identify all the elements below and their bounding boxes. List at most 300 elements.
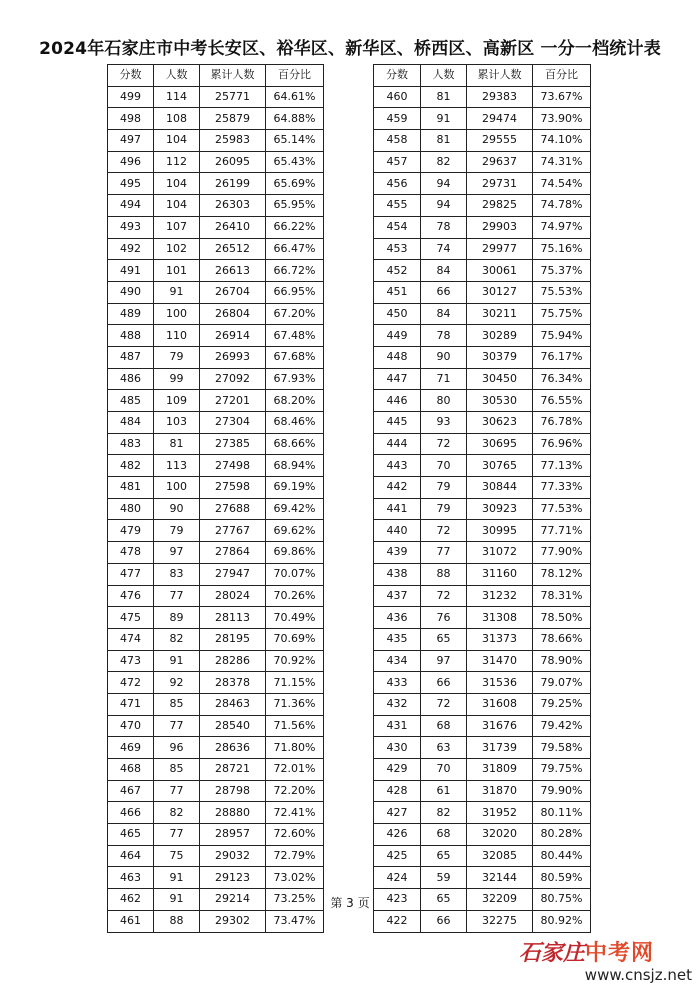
cell-count: 114 (154, 86, 200, 108)
cell-count: 77 (154, 780, 200, 802)
table-row (374, 780, 591, 802)
cell-percent: 78.31% (533, 585, 591, 607)
cell-percent: 76.55% (533, 390, 591, 412)
cell-count: 76 (421, 607, 467, 629)
cell-score: 466 (108, 802, 154, 824)
cell-percent: 66.22% (266, 216, 324, 238)
cell-score: 476 (108, 585, 154, 607)
cell-cumulative: 32275 (467, 910, 533, 932)
table-row (374, 542, 591, 564)
cell-percent: 70.07% (266, 563, 324, 585)
column-header-score: 分数 (374, 65, 421, 87)
left-table-body (108, 86, 324, 932)
cell-percent: 65.14% (266, 130, 324, 152)
cell-percent: 67.20% (266, 303, 324, 325)
cell-count: 72 (421, 585, 467, 607)
cell-score: 463 (108, 867, 154, 889)
cell-score: 448 (374, 346, 421, 368)
table-row (108, 563, 324, 585)
cell-count: 68 (421, 824, 467, 846)
cell-percent: 65.95% (266, 195, 324, 217)
cell-count: 109 (154, 390, 200, 412)
cell-cumulative: 26410 (200, 216, 266, 238)
table-row (108, 86, 324, 108)
table-row (108, 151, 324, 173)
cell-score: 452 (374, 260, 421, 282)
cell-count: 66 (421, 672, 467, 694)
table-row (374, 802, 591, 824)
cell-percent: 74.54% (533, 173, 591, 195)
cell-cumulative: 28721 (200, 759, 266, 781)
cell-score: 479 (108, 520, 154, 542)
cell-count: 108 (154, 108, 200, 130)
cell-cumulative: 28113 (200, 607, 266, 629)
cell-score: 424 (374, 867, 421, 889)
cell-score: 484 (108, 412, 154, 434)
table-row (374, 433, 591, 455)
table-row (374, 563, 591, 585)
cell-cumulative: 29555 (467, 130, 533, 152)
table-header-row (108, 65, 324, 87)
cell-count: 74 (421, 238, 467, 260)
cell-count: 88 (421, 563, 467, 585)
cell-count: 113 (154, 455, 200, 477)
cell-score: 489 (108, 303, 154, 325)
watermark (518, 936, 692, 988)
table-row (108, 303, 324, 325)
cell-score: 491 (108, 260, 154, 282)
cell-cumulative: 29123 (200, 867, 266, 889)
table-row (374, 520, 591, 542)
cell-count: 82 (421, 802, 467, 824)
cell-score: 480 (108, 498, 154, 520)
cell-cumulative: 26804 (200, 303, 266, 325)
cell-score: 440 (374, 520, 421, 542)
cell-cumulative: 26914 (200, 325, 266, 347)
cell-cumulative: 30695 (467, 433, 533, 455)
cell-percent: 77.13% (533, 455, 591, 477)
cell-count: 78 (421, 325, 467, 347)
table-row (108, 607, 324, 629)
cell-percent: 70.49% (266, 607, 324, 629)
cell-score: 483 (108, 433, 154, 455)
cell-percent: 75.94% (533, 325, 591, 347)
cell-cumulative: 30844 (467, 477, 533, 499)
cell-percent: 69.19% (266, 477, 324, 499)
cell-cumulative: 26704 (200, 281, 266, 303)
cell-score: 433 (374, 672, 421, 694)
cell-count: 68 (421, 715, 467, 737)
cell-score: 477 (108, 563, 154, 585)
cell-count: 91 (154, 281, 200, 303)
cell-count: 100 (154, 477, 200, 499)
cell-cumulative: 31232 (467, 585, 533, 607)
cell-count: 79 (154, 520, 200, 542)
table-row (108, 108, 324, 130)
table-row (108, 737, 324, 759)
cell-percent: 72.60% (266, 824, 324, 846)
cell-count: 84 (421, 303, 467, 325)
cell-cumulative: 29474 (467, 108, 533, 130)
cell-cumulative: 29637 (467, 151, 533, 173)
cell-score: 499 (108, 86, 154, 108)
watermark-logo-script: 石家庄 (518, 940, 585, 966)
cell-cumulative: 27598 (200, 477, 266, 499)
cell-score: 482 (108, 455, 154, 477)
cell-count: 79 (421, 477, 467, 499)
cell-score: 472 (108, 672, 154, 694)
cell-percent: 74.31% (533, 151, 591, 173)
cell-count: 112 (154, 151, 200, 173)
table-row (108, 802, 324, 824)
cell-score: 465 (108, 824, 154, 846)
cell-score: 469 (108, 737, 154, 759)
cell-cumulative: 28880 (200, 802, 266, 824)
cell-score: 459 (374, 108, 421, 130)
table-row (374, 498, 591, 520)
cell-count: 66 (421, 281, 467, 303)
table-row (108, 368, 324, 390)
cell-score: 461 (108, 910, 154, 932)
cell-score: 475 (108, 607, 154, 629)
table-row (108, 477, 324, 499)
cell-cumulative: 31308 (467, 607, 533, 629)
cell-percent: 78.50% (533, 607, 591, 629)
cell-score: 481 (108, 477, 154, 499)
table-row (108, 845, 324, 867)
cell-score: 495 (108, 173, 154, 195)
cell-count: 82 (154, 802, 200, 824)
cell-count: 63 (421, 737, 467, 759)
cell-count: 77 (154, 585, 200, 607)
cell-percent: 80.59% (533, 867, 591, 889)
cell-percent: 68.66% (266, 433, 324, 455)
cell-count: 97 (154, 542, 200, 564)
cell-count: 70 (421, 455, 467, 477)
cell-count: 72 (421, 520, 467, 542)
cell-percent: 73.25% (266, 889, 324, 911)
cell-percent: 66.95% (266, 281, 324, 303)
cell-cumulative: 28798 (200, 780, 266, 802)
table-row (108, 325, 324, 347)
column-header-cumulative: 累计人数 (200, 65, 266, 87)
cell-score: 434 (374, 650, 421, 672)
cell-score: 455 (374, 195, 421, 217)
cell-percent: 70.92% (266, 650, 324, 672)
table-row (374, 477, 591, 499)
cell-percent: 66.47% (266, 238, 324, 260)
table-row (374, 715, 591, 737)
cell-percent: 80.11% (533, 802, 591, 824)
cell-cumulative: 27201 (200, 390, 266, 412)
cell-cumulative: 26613 (200, 260, 266, 282)
table-row (374, 628, 591, 650)
cell-percent: 68.20% (266, 390, 324, 412)
cell-score: 486 (108, 368, 154, 390)
cell-count: 99 (154, 368, 200, 390)
table-row (374, 845, 591, 867)
cell-count: 94 (421, 173, 467, 195)
cell-percent: 73.02% (266, 867, 324, 889)
cell-cumulative: 26993 (200, 346, 266, 368)
cell-score: 493 (108, 216, 154, 238)
table-row (108, 780, 324, 802)
cell-score: 442 (374, 477, 421, 499)
cell-score: 423 (374, 889, 421, 911)
cell-score: 457 (374, 151, 421, 173)
cell-score: 435 (374, 628, 421, 650)
cell-count: 77 (154, 715, 200, 737)
cell-score: 428 (374, 780, 421, 802)
table-row (108, 759, 324, 781)
cell-percent: 75.16% (533, 238, 591, 260)
cell-cumulative: 26095 (200, 151, 266, 173)
cell-score: 447 (374, 368, 421, 390)
cell-count: 80 (421, 390, 467, 412)
cell-cumulative: 31536 (467, 672, 533, 694)
cell-score: 449 (374, 325, 421, 347)
cell-cumulative: 25983 (200, 130, 266, 152)
table-row (108, 390, 324, 412)
table-row (108, 216, 324, 238)
cell-count: 82 (421, 151, 467, 173)
cell-count: 61 (421, 780, 467, 802)
cell-cumulative: 30289 (467, 325, 533, 347)
cell-percent: 71.15% (266, 672, 324, 694)
cell-score: 456 (374, 173, 421, 195)
cell-count: 84 (421, 260, 467, 282)
cell-percent: 72.79% (266, 845, 324, 867)
cell-count: 103 (154, 412, 200, 434)
cell-cumulative: 28378 (200, 672, 266, 694)
cell-count: 104 (154, 195, 200, 217)
cell-count: 65 (421, 628, 467, 650)
table-row (108, 910, 324, 932)
cell-score: 446 (374, 390, 421, 412)
cell-cumulative: 31809 (467, 759, 533, 781)
cell-cumulative: 31608 (467, 693, 533, 715)
cell-cumulative: 25771 (200, 86, 266, 108)
cell-cumulative: 31072 (467, 542, 533, 564)
cell-score: 471 (108, 693, 154, 715)
cell-cumulative: 28286 (200, 650, 266, 672)
cell-score: 490 (108, 281, 154, 303)
cell-percent: 79.58% (533, 737, 591, 759)
cell-score: 432 (374, 693, 421, 715)
table-row (374, 346, 591, 368)
cell-count: 104 (154, 173, 200, 195)
cell-cumulative: 32020 (467, 824, 533, 846)
table-row (374, 195, 591, 217)
cell-cumulative: 28957 (200, 824, 266, 846)
table-row (108, 520, 324, 542)
cell-cumulative: 29977 (467, 238, 533, 260)
cell-percent: 77.90% (533, 542, 591, 564)
cell-cumulative: 25879 (200, 108, 266, 130)
table-row (374, 130, 591, 152)
table-row (374, 281, 591, 303)
cell-cumulative: 29214 (200, 889, 266, 911)
table-row (374, 86, 591, 108)
cell-count: 85 (154, 759, 200, 781)
table-row (108, 542, 324, 564)
cell-count: 90 (154, 498, 200, 520)
cell-percent: 79.25% (533, 693, 591, 715)
cell-percent: 71.56% (266, 715, 324, 737)
table-row (108, 433, 324, 455)
cell-score: 467 (108, 780, 154, 802)
cell-count: 77 (154, 824, 200, 846)
table-row (374, 260, 591, 282)
cell-score: 462 (108, 889, 154, 911)
cell-percent: 79.90% (533, 780, 591, 802)
cell-score: 460 (374, 86, 421, 108)
cell-percent: 70.26% (266, 585, 324, 607)
cell-percent: 70.69% (266, 628, 324, 650)
cell-count: 70 (421, 759, 467, 781)
cell-score: 485 (108, 390, 154, 412)
cell-cumulative: 32085 (467, 845, 533, 867)
table-row (108, 867, 324, 889)
cell-cumulative: 27092 (200, 368, 266, 390)
cell-count: 59 (421, 867, 467, 889)
cell-cumulative: 27688 (200, 498, 266, 520)
cell-score: 478 (108, 542, 154, 564)
table-row (108, 346, 324, 368)
cell-percent: 75.75% (533, 303, 591, 325)
cell-score: 497 (108, 130, 154, 152)
cell-count: 107 (154, 216, 200, 238)
cell-cumulative: 28540 (200, 715, 266, 737)
cell-score: 454 (374, 216, 421, 238)
cell-cumulative: 29383 (467, 86, 533, 108)
table-row (374, 672, 591, 694)
cell-cumulative: 26303 (200, 195, 266, 217)
cell-percent: 68.46% (266, 412, 324, 434)
cell-cumulative: 29032 (200, 845, 266, 867)
cell-cumulative: 30211 (467, 303, 533, 325)
cell-cumulative: 29302 (200, 910, 266, 932)
cell-count: 91 (154, 650, 200, 672)
cell-score: 427 (374, 802, 421, 824)
cell-cumulative: 30623 (467, 412, 533, 434)
table-row (108, 498, 324, 520)
cell-count: 77 (421, 542, 467, 564)
table-row (374, 151, 591, 173)
table-row (374, 737, 591, 759)
cell-percent: 64.88% (266, 108, 324, 130)
table-row (108, 693, 324, 715)
cell-cumulative: 32144 (467, 867, 533, 889)
table-row (374, 824, 591, 846)
table-row (374, 173, 591, 195)
table-row (374, 585, 591, 607)
watermark-brand: 中考网 (584, 941, 654, 966)
cell-percent: 76.78% (533, 412, 591, 434)
cell-cumulative: 30450 (467, 368, 533, 390)
table-row (108, 585, 324, 607)
cell-cumulative: 30995 (467, 520, 533, 542)
cell-score: 439 (374, 542, 421, 564)
cell-percent: 80.28% (533, 824, 591, 846)
cell-percent: 72.20% (266, 780, 324, 802)
cell-score: 444 (374, 433, 421, 455)
cell-score: 492 (108, 238, 154, 260)
table-row (374, 910, 591, 932)
cell-cumulative: 31160 (467, 563, 533, 585)
cell-score: 473 (108, 650, 154, 672)
cell-count: 97 (421, 650, 467, 672)
cell-cumulative: 27498 (200, 455, 266, 477)
cell-percent: 73.90% (533, 108, 591, 130)
cell-percent: 69.86% (266, 542, 324, 564)
cell-cumulative: 30061 (467, 260, 533, 282)
cell-percent: 78.90% (533, 650, 591, 672)
cell-cumulative: 31952 (467, 802, 533, 824)
cell-percent: 67.93% (266, 368, 324, 390)
cell-cumulative: 26199 (200, 173, 266, 195)
cell-score: 450 (374, 303, 421, 325)
column-header-percent: 百分比 (266, 65, 324, 87)
table-row (374, 412, 591, 434)
cell-count: 71 (421, 368, 467, 390)
column-header-count: 人数 (154, 65, 200, 87)
cell-count: 94 (421, 195, 467, 217)
cell-percent: 80.75% (533, 889, 591, 911)
score-table-right (373, 64, 591, 933)
cell-percent: 77.33% (533, 477, 591, 499)
cell-score: 453 (374, 238, 421, 260)
cell-count: 91 (154, 889, 200, 911)
cell-cumulative: 27947 (200, 563, 266, 585)
cell-cumulative: 31676 (467, 715, 533, 737)
cell-count: 101 (154, 260, 200, 282)
cell-percent: 77.71% (533, 520, 591, 542)
table-row (374, 650, 591, 672)
cell-count: 81 (421, 86, 467, 108)
cell-cumulative: 28024 (200, 585, 266, 607)
cell-percent: 68.94% (266, 455, 324, 477)
cell-score: 445 (374, 412, 421, 434)
cell-cumulative: 29731 (467, 173, 533, 195)
cell-cumulative: 30127 (467, 281, 533, 303)
cell-cumulative: 29825 (467, 195, 533, 217)
cell-count: 89 (154, 607, 200, 629)
right-table-body (374, 86, 591, 932)
table-row (374, 759, 591, 781)
cell-count: 81 (154, 433, 200, 455)
cell-cumulative: 31739 (467, 737, 533, 759)
cell-percent: 71.80% (266, 737, 324, 759)
cell-percent: 73.47% (266, 910, 324, 932)
cell-cumulative: 31470 (467, 650, 533, 672)
cell-percent: 75.53% (533, 281, 591, 303)
cell-count: 88 (154, 910, 200, 932)
cell-percent: 78.66% (533, 628, 591, 650)
cell-cumulative: 28636 (200, 737, 266, 759)
cell-count: 65 (421, 889, 467, 911)
column-header-count: 人数 (421, 65, 467, 87)
page-number: 第 3 页 (330, 896, 370, 910)
cell-cumulative: 27385 (200, 433, 266, 455)
table-row (374, 867, 591, 889)
cell-count: 66 (421, 910, 467, 932)
cell-score: 488 (108, 325, 154, 347)
cell-score: 437 (374, 585, 421, 607)
cell-count: 85 (154, 693, 200, 715)
page-title: 2024年石家庄市中考长安区、裕华区、新华区、桥西区、高新区 一分一档统计表 (39, 39, 661, 59)
cell-score: 425 (374, 845, 421, 867)
